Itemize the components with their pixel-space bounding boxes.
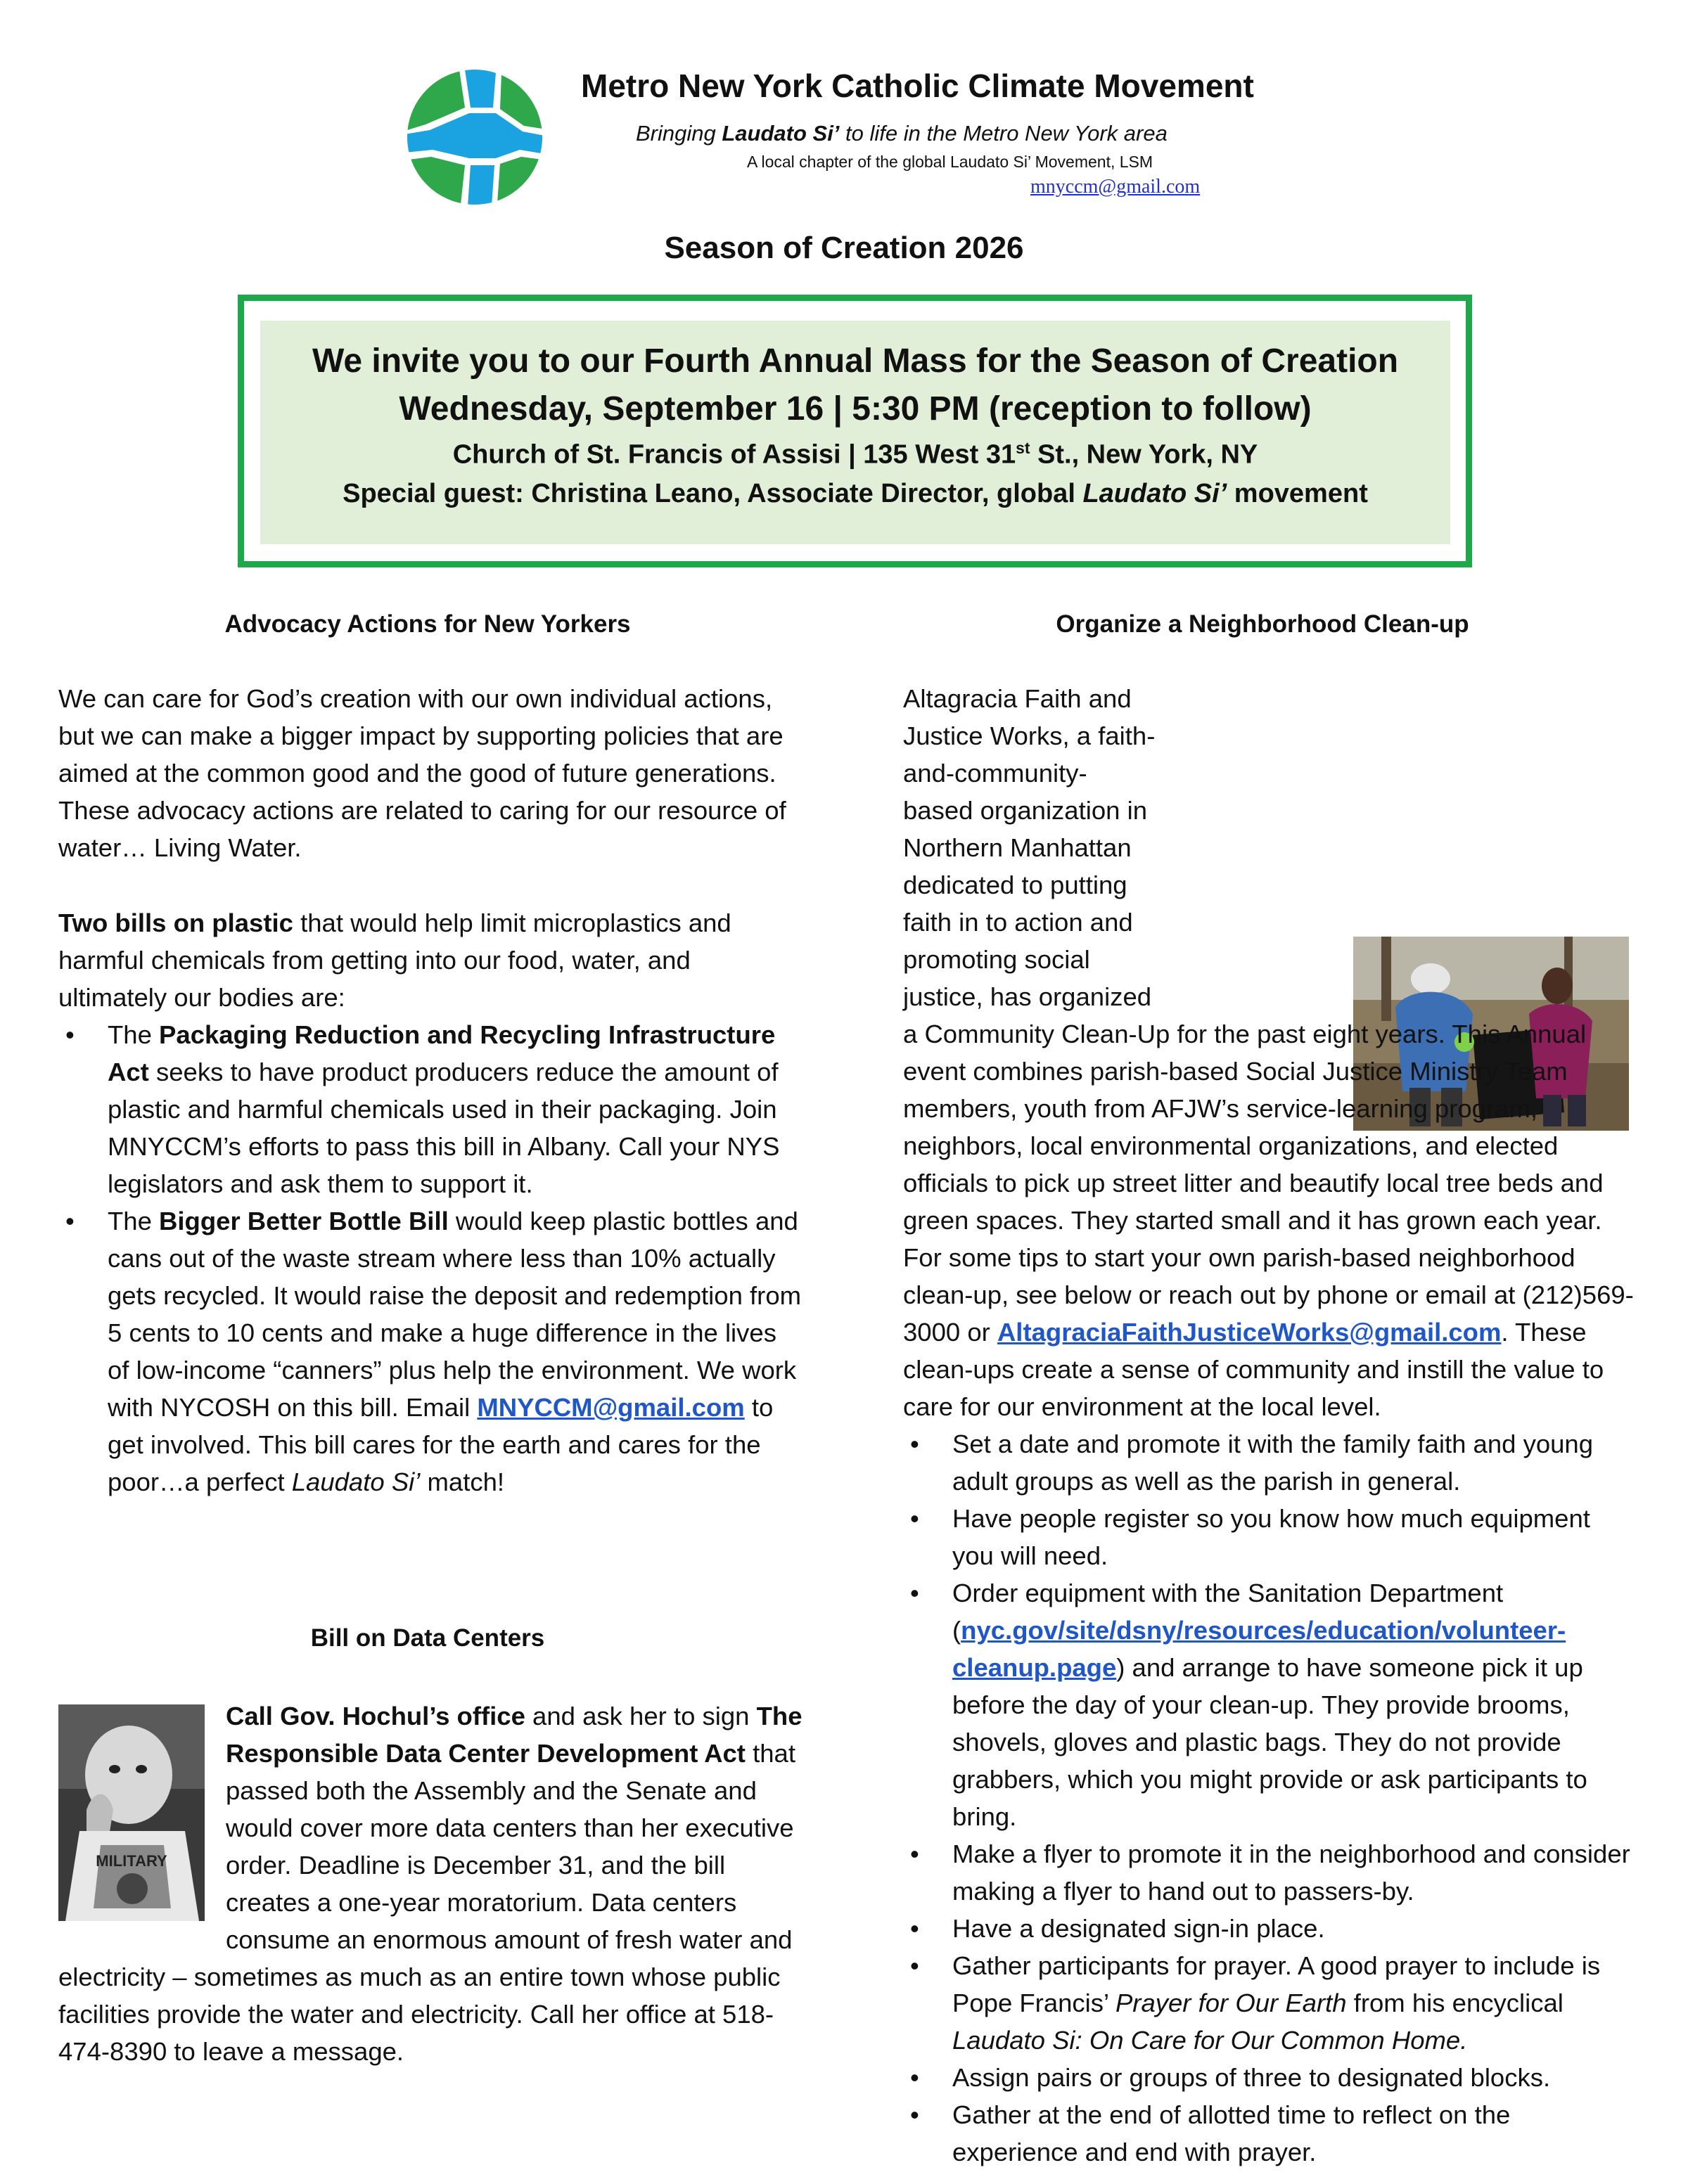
- plastic-bills-intro: Two bills on plastic that would help limit microplastics and harmful chemicals from getting into our food, water, and ultimately our bodies are:: [58, 908, 731, 1012]
- event-location: Church of St. Francis of Assisi | 135 West 31st St., New York, NY: [452, 439, 1258, 470]
- list-item: • Assign pairs or groups of three to designated blocks.: [910, 2063, 1551, 2092]
- event-date-time: Wednesday, September 16 | 5:30 PM (reception to follow): [399, 390, 1312, 428]
- invitation-headline: We invite you to our Fourth Annual Mass for the Season of Creation: [312, 342, 1399, 380]
- cleanup-section: [903, 680, 1635, 2171]
- advocacy-heading: Advocacy Actions for New Yorkers: [224, 610, 631, 638]
- special-guest: Special guest: Christina Leano, Associate Director, global Laudato Si’ movement: [343, 479, 1368, 508]
- list-item: • Make a flyer to promote it in the neighborhood and consider making a flyer to hand out to passers-by.: [910, 1839, 1630, 1906]
- svg-text:MILITARY: MILITARY: [96, 1852, 167, 1870]
- list-item: • Have people register so you know how much equipment you will need.: [910, 1504, 1590, 1570]
- list-item: • The Packaging Reduction and Recycling Infrastructure Act seeks to have product producers reduce the amount of plastic and harmful chemicals used in their packaging. Join MNYCCM’s efforts to pass this bill in Albany. Call your NYS legislators and ask them to support it.: [65, 1020, 780, 1198]
- list-item: • Order equipment with the Sanitation Department (nyc.gov/site/dsny/resources/education/volunteer-cleanup.page) and arrange to have someone pick it up before the day of your clean-up. They provide brooms, shovels, gloves and plastic bags. They do not provide grabbers, which you might provide or ask participants to bring.: [910, 1579, 1587, 1831]
- sanitation-dept-link[interactable]: nyc.gov/site/dsny/resources/education/volunteer-cleanup.page: [952, 1616, 1566, 1682]
- advocacy-intro: We can care for God’s creation with our own individual actions, but we can make a bigger impact by supporting policies that are aimed at the common good and the good of future generations. These advocacy actions are related to caring for our resource of water… Living Water.: [58, 684, 786, 862]
- list-item: • The Bigger Better Bottle Bill would keep plastic bottles and cans out of the waste stream where less than 10% actually gets recycled. It would raise the deposit and redemption from 5 cents to 10 cents and make a huge difference in the lives of low-income “canners” plus help the environment. We work with NYCOSH on this bill. Email MNYCCM@gmail.com to get involved. This bill cares for the earth and cares for the poor…a perfect Laudato Si’ match!: [65, 1207, 802, 1496]
- plastic-bills-section: [58, 904, 804, 1501]
- organization-name: Metro New York Catholic Climate Movement: [581, 68, 1254, 104]
- afjw-email-link[interactable]: AltagraciaFaithJusticeWorks@gmail.com: [997, 1318, 1502, 1347]
- page-title: Season of Creation 2026: [664, 231, 1024, 265]
- cleanup-heading: Organize a Neighborhood Clean-up: [1056, 610, 1469, 638]
- header-email-link[interactable]: mnyccm@gmail.com: [1030, 176, 1201, 198]
- chapter-note: A local chapter of the global Laudato Si’ Movement, LSM: [747, 153, 1153, 171]
- list-item: • Gather participants for prayer. A good prayer to include is Pope Francis’ Prayer for Our Earth from his encyclical Laudato Si: On Care for Our Common Home.: [910, 1951, 1601, 2055]
- data-centers-heading: Bill on Data Centers: [310, 1624, 545, 1652]
- cleanup-intro: Altagracia Faith and Justice Works, a faith-and-community-based organization in Northern Manhattan dedicated to putting faith in to action and promoting social justice, has organized a Community Clean-Up for the past eight years. This Annual event combines parish-based Social Justice Ministry Team members, youth from AFJW’s service-learning program, neighbors, local environmental organizations, and elected officials to pick up street litter and beautify local tree beds and green spaces. They started small and it has grown each year. For some tips to start your own parish-based neighborhood clean-up, see below or reach out by phone or email at (212)569-3000 or AltagraciaFaithJusticeWorks@gmail.com. These clean-ups create a sense of community and instill the value to care for our environment at the local level.: [903, 684, 1634, 1421]
- list-item: • Gather at the end of allotted time to reflect on the experience and end with prayer.: [910, 2100, 1511, 2166]
- tagline: Bringing Laudato Si’ to life in the Metro New York area: [636, 121, 1168, 146]
- mnyccm-email-link[interactable]: MNYCCM@gmail.com: [477, 1393, 745, 1422]
- list-item: • Have a designated sign-in place.: [910, 1914, 1325, 1943]
- data-centers-paragraph: Call Gov. Hochul’s office and ask her to sign The Responsible Data Center Development Act that passed both the Assembly and the Senate and would cover more data centers than her executive order. Deadline is December 31, and the bill creates a one-year moratorium. Data centers consume an enormous amount of fresh water and electricity – sometimes as much as an entire town whose public facilities provide the water and electricity. Call her office at 518-474-8390 to leave a message.: [58, 1702, 803, 2066]
- list-item: • Set a date and promote it with the family faith and young adult groups as well as the parish in general.: [910, 1430, 1594, 1496]
- globe-icon: [404, 67, 545, 207]
